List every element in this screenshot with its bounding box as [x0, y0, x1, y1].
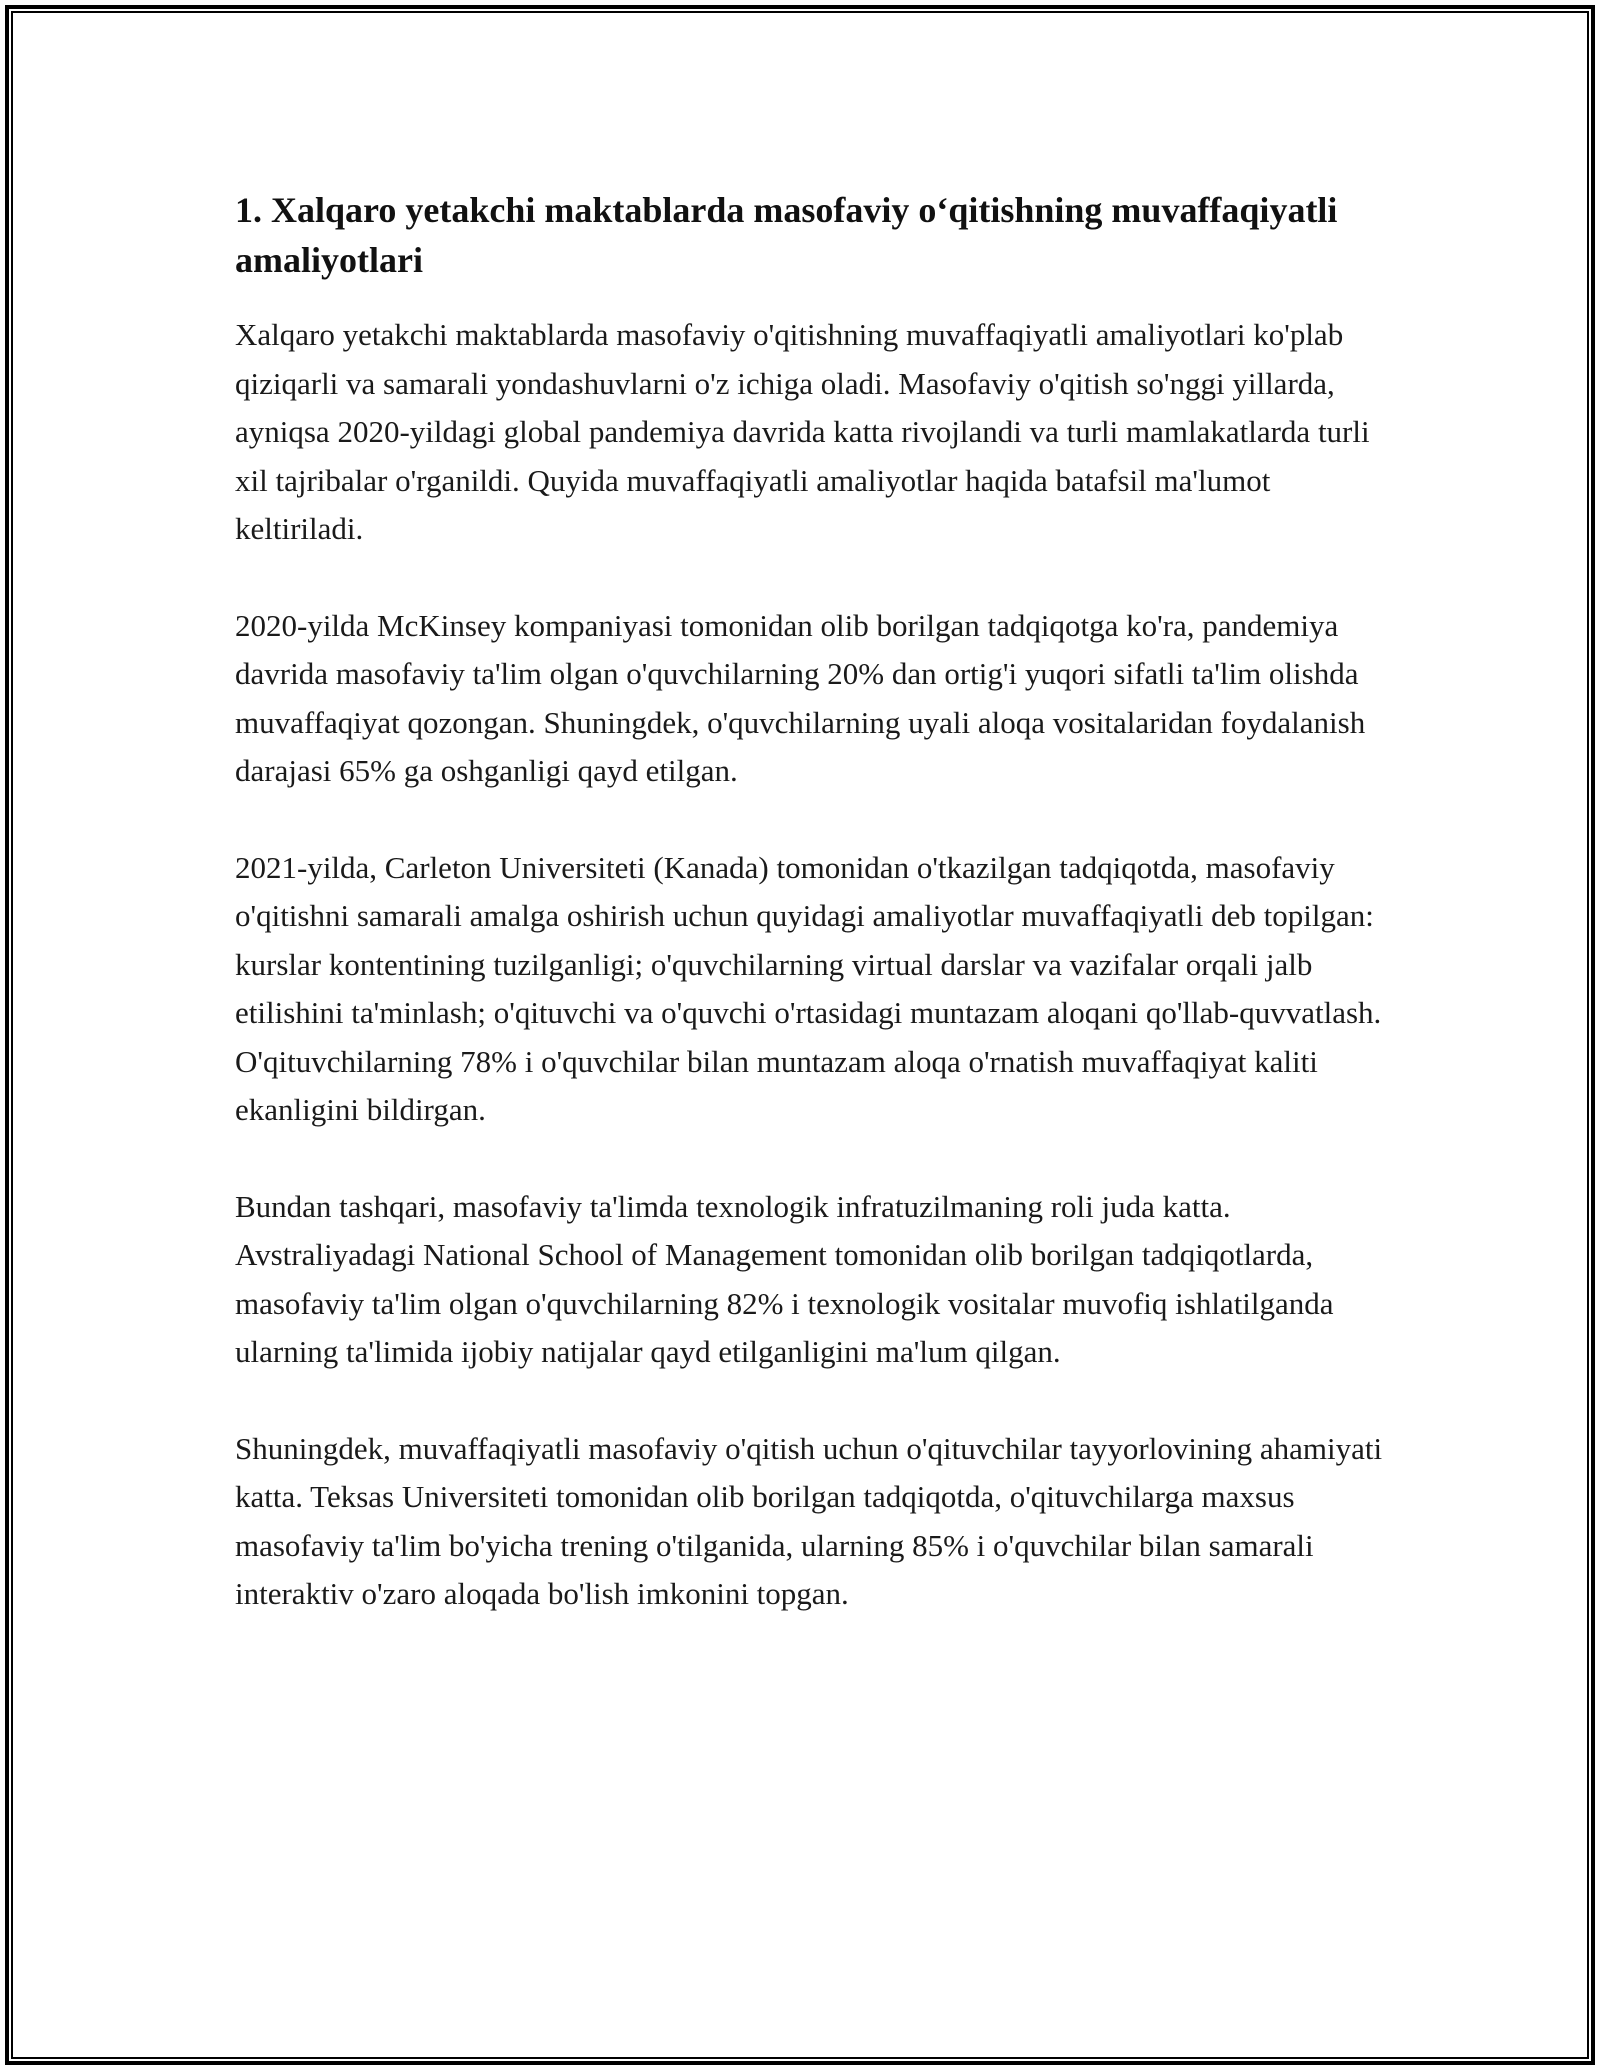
- section-heading: 1. Xalqaro yetakchi maktablarda masofaviy o‘qitishning muvaffaqiyatli amaliyotlari: [235, 190, 1338, 280]
- paragraph-intro: Xalqaro yetakchi maktablarda masofaviy o'qitishning muvaffaqiyatli amaliyotlari ko'plab qiziqarli va samarali yondashuvlarni o'z ichiga oladi. Masofaviy o'qitish so'nggi yillarda, ayniqsa 2020-yildagi global pandemiya davrida katta rivojlandi va turli mamlakatlarda turli xil tajribalar o'rganildi. Quyida muvaffaqiyatli amaliyotlar haqida batafsil ma'lumot keltiriladi.: [235, 317, 1370, 546]
- paragraph-mckinsey: 2020-yilda McKinsey kompaniyasi tomonidan olib borilgan tadqiqotga ko'ra, pandemiya davrida masofaviy ta'lim olgan o'quvchilarning 20% dan ortig'i yuqori sifatli ta'lim olishda muvaffaqiyat qozongan. Shuningdek, o'quvchilarning uyali aloqa vositalaridan foydalanish darajasi 65% ga oshganligi qayd etilgan.: [235, 607, 1366, 788]
- paragraph-infrastructure: Bundan tashqari, masofaviy ta'limda texnologik infratuzilmaning roli juda katta. Avstraliyadagi National School of Management tomonidan olib borilgan tadqiqotlarda, masofaviy ta'lim olgan o'quvchilarning 82% i texnologik vositalar muvofiq ishlatilganda ularning ta'limida ijobiy natijalar qayd etilganligini ma'lum qilgan.: [235, 1188, 1334, 1369]
- document-body: [235, 185, 1385, 1667]
- paragraph-carleton: 2021-yilda, Carleton Universiteti (Kanada) tomonidan o'tkazilgan tadqiqotda, masofaviy o'qitishni samarali amalga oshirish uchun quyidagi amaliyotlar muvaffaqiyatli deb topilgan: kurslar kontentining tuzilganligi; o'quvchilarning virtual darslar va vazifalar orqali jalb etilishini ta'minlash; o'qituvchi va o'quvchi o'rtasidagi muntazam aloqani qo'llab-quvvatlash. O'qituvchilarning 78% i o'quvchilar bilan muntazam aloqa o'rnatish muvaffaqiyat kaliti ekanligini bildirgan.: [235, 849, 1382, 1127]
- paragraph-teacher-training: Shuningdek, muvaffaqiyatli masofaviy o'qitish uchun o'qituvchilar tayyorlovining ahamiyati katta. Teksas Universiteti tomonidan olib borilgan tadqiqotda, o'qituvchilarga maxsus masofaviy ta'lim bo'yicha trening o'tilganida, ularning 85% i o'quvchilar bilan samarali interaktiv o'zaro aloqada bo'lish imkonini topgan.: [235, 1430, 1383, 1611]
